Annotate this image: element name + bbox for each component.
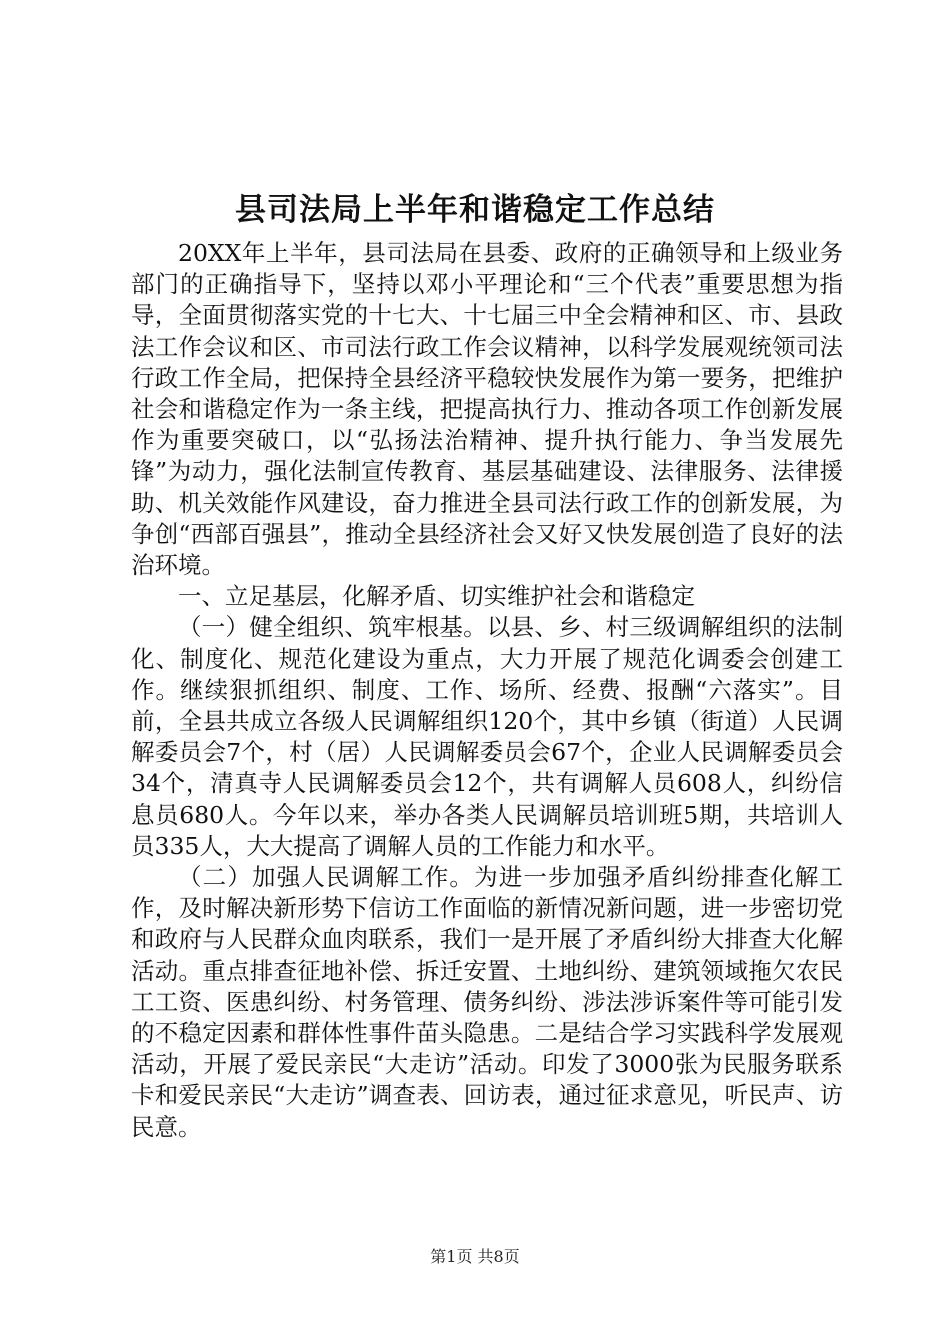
subsection-paragraph-1: （一）健全组织、筑牢根基。以县、乡、村三级调解组织的法制化、制度化、规范化建设为重点，大力开展了规范化调委会创建工作。继续狠抓组织、制度、工作、场所、经费、报酬“六落实”。目前，全县共成立各级人民调解组织120个，其中乡镇（街道）人民调解委员会7个，村（居）人民调解委员会67个，企业人民调解委员会34个，清真寺人民调解委员会12个，共有调解人员608人，纠纷信息员680人。今年以来，举办各类人民调解员培训班5期，共培训人员335人，大大提高了调解人员的工作能力和水平。 bbox=[131, 613, 843, 860]
intro-paragraph: 20XX年上半年，县司法局在县委、政府的正确领导和上级业务部门的正确指导下，坚持以邓小平理论和“三个代表”重要思想为指导，全面贯彻落实党的十七大、十七届三中全会精神和区、市、县政法工作会议和区、市司法行政工作会议精神，以科学发展观统领司法行政工作全局，把保持全县经济平稳较快发展作为第一要务，把维护社会和谐稳定作为一条主线，把提高执行力、推动各项工作创新发展作为重要突破口，以“弘扬法治精神、提升执行能力、争当发展先锋”为动力，强化法制宣传教育、基层基础建设、法律服务、法律援助、机关效能作风建设，奋力推进全县司法行政工作的创新发展，为争创“西部百强县”，推动全县经济社会又好又快发展创造了良好的法治环境。 bbox=[131, 239, 843, 580]
document-title: 县司法局上半年和谐稳定工作总结 bbox=[235, 192, 715, 228]
page-number-footer: 第1页 共8页 bbox=[430, 1247, 520, 1266]
section-heading-1: 一、立足基层，化解矛盾、切实维护社会和谐稳定 bbox=[178, 582, 695, 611]
document-body bbox=[131, 238, 843, 1143]
subsection-paragraph-2: （二）加强人民调解工作。为进一步加强矛盾纠纷排查化解工作，及时解决新形势下信访工作面临的新情况新问题，进一步密切党和政府与人民群众血肉联系，我们一是开展了矛盾纠纷大排查大化解活动。重点排查征地补偿、拆迁安置、土地纠纷、建筑领域拖欠农民工工资、医患纠纷、村务管理、债务纠纷、涉法涉诉案件等可能引发的不稳定因素和群体性事件苗头隐患。二是结合学习实践科学发展观活动，开展了爱民亲民“大走访”活动。印发了3000张为民服务联系卡和爱民亲民“大走访”调查表、回访表，通过征求意见，听民声、访民意。 bbox=[131, 863, 843, 1141]
